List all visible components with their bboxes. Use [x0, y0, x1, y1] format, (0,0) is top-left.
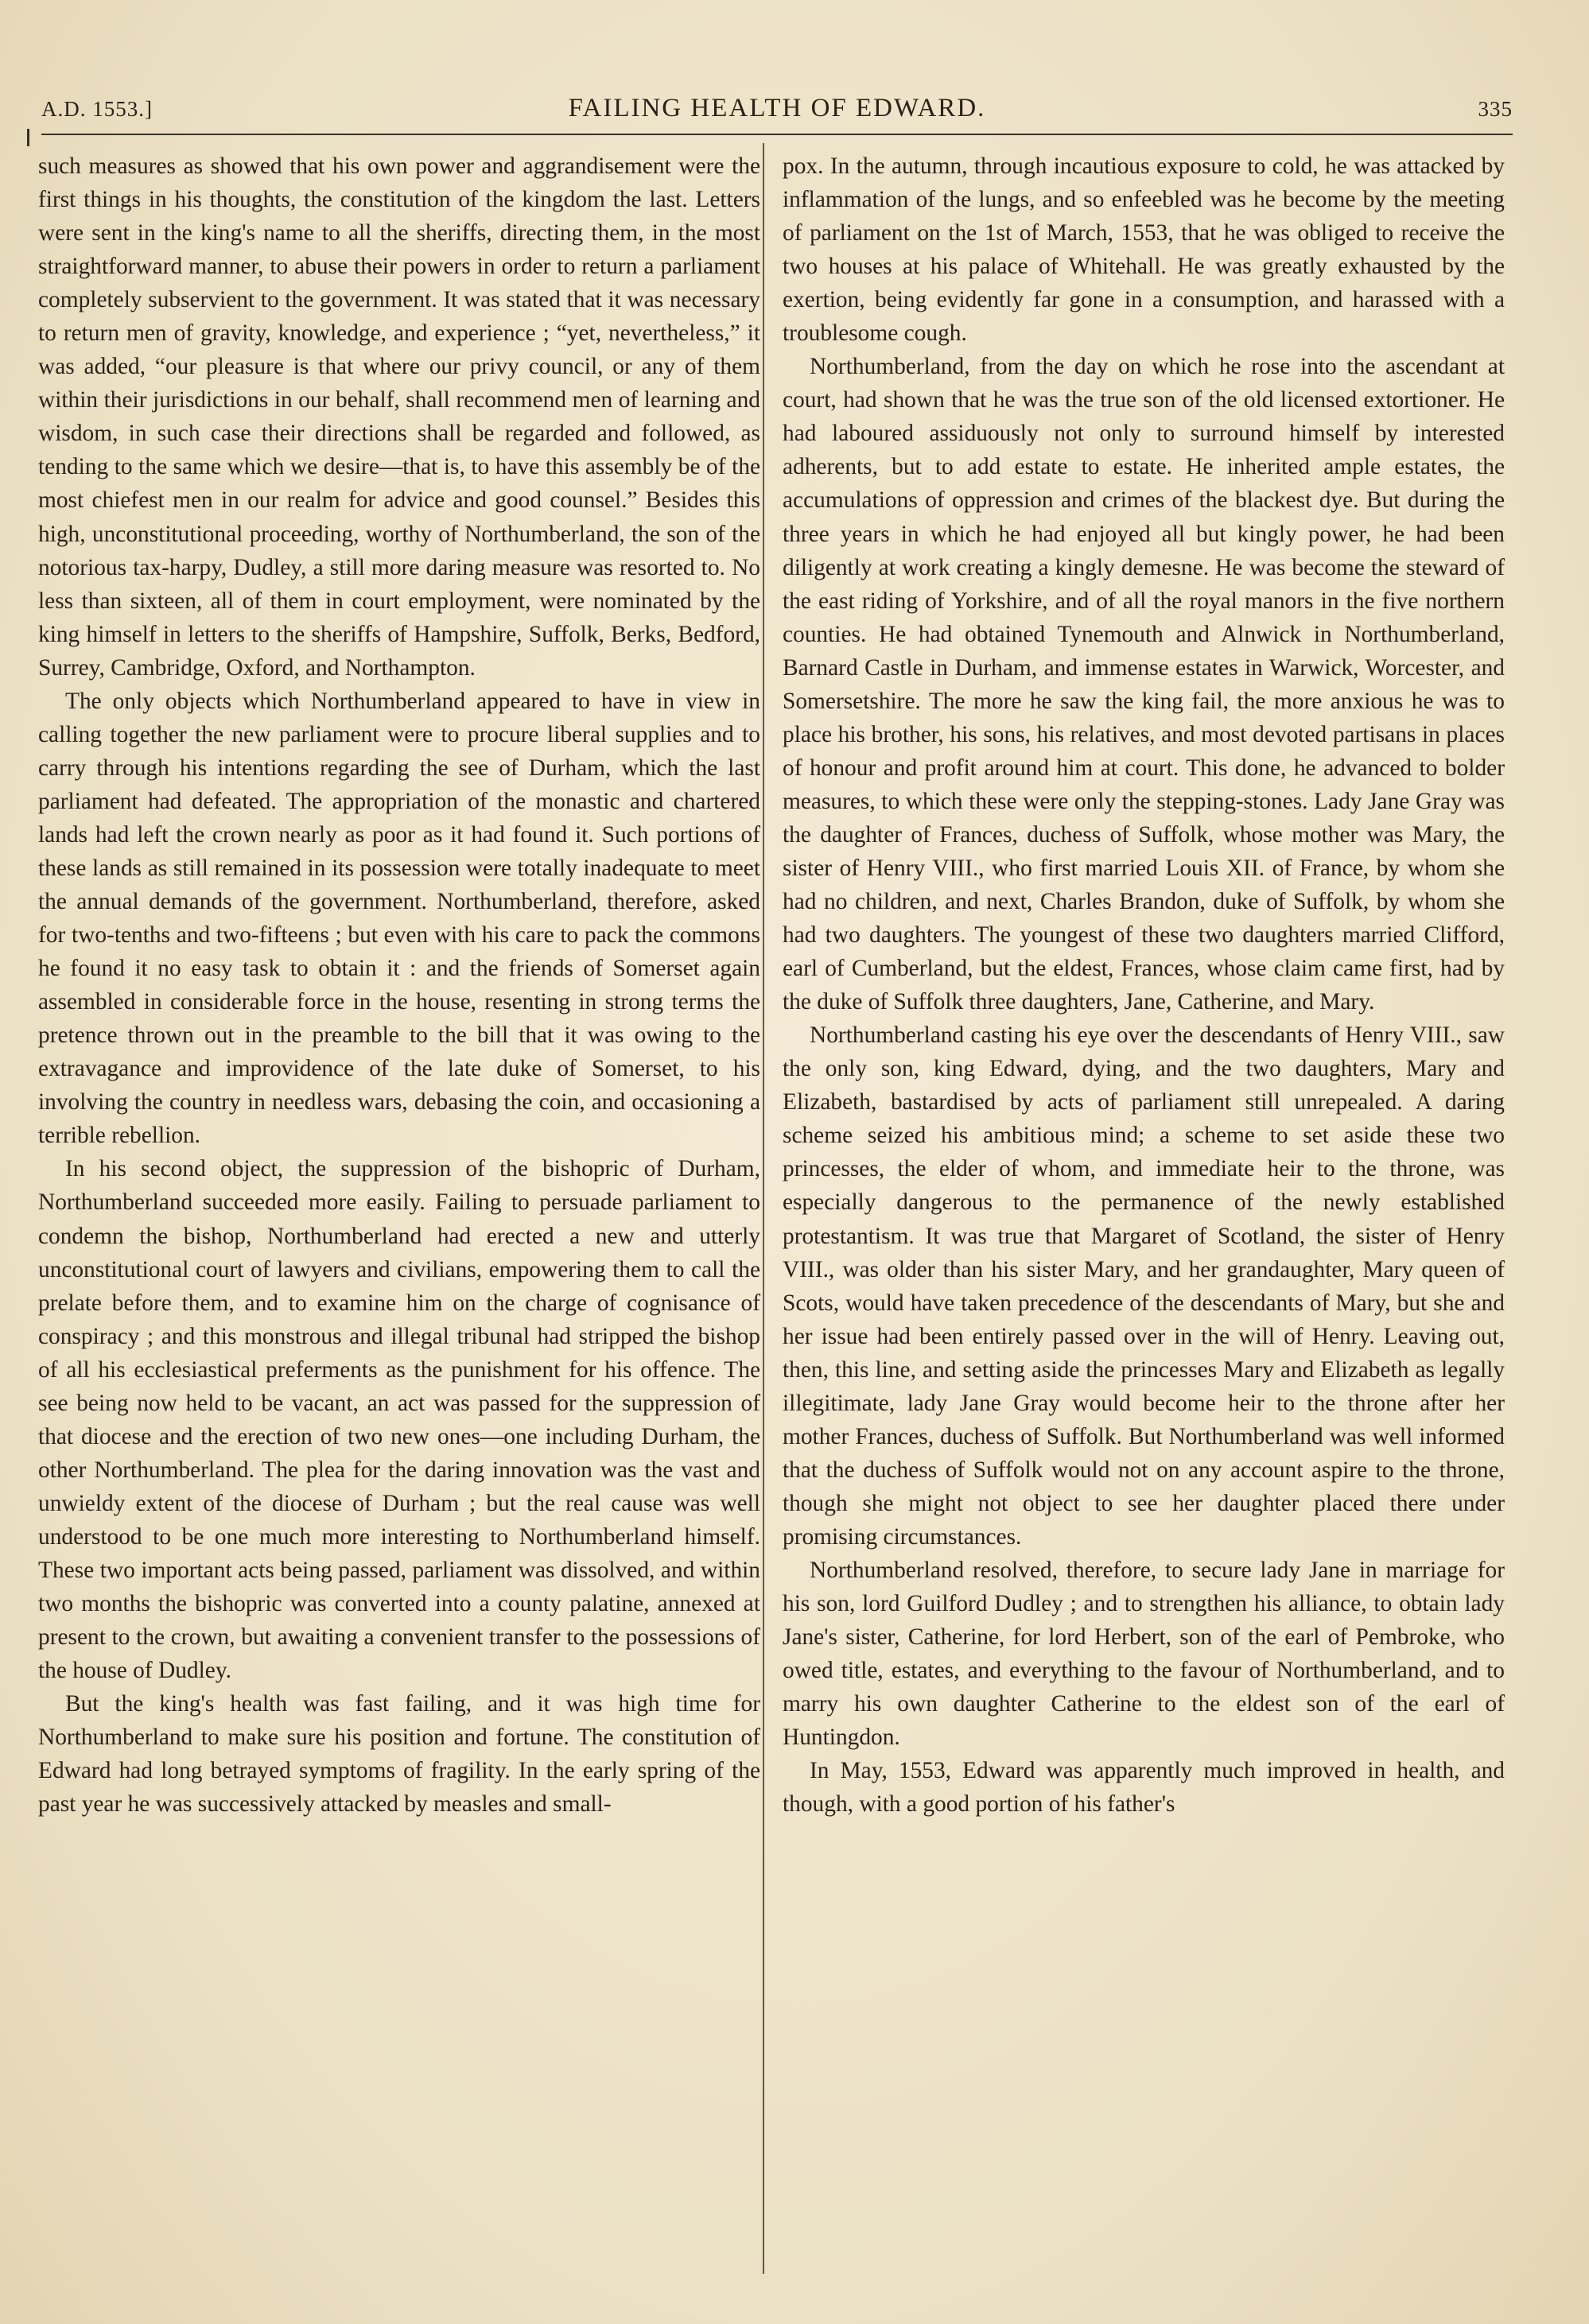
paragraph: In his second object, the suppression of the bishopric of Durham, Northumberland succeeded more easily. Failing to persuade parliament to condemn the bishop, Northumberland had erected a new and utterly unconstitutional court of lawyers and civilians, empowering them to call the prelate before them, and to examine him on the charge of cognisance of conspiracy ; and this monstrous and illegal tribunal had stripped the bishop of all his ecclesiastical preferments as the punishment for his offence. The see being now held to be vacant, an act was passed for the suppression of that diocese and the erection of two new ones—one including Durham, the other Northumberland. The plea for the daring innovation was the vast and unwieldy extent of the diocese of Durham ; but the real cause was well understood to be one much more interesting to Northumberland himself. These two important acts being passed, parliament was dissolved, and within two months the bishopric was converted into a county palatine, annexed at present to the crown, but awaiting a convenient transfer to the possessions of the house of Dudley. — [38, 1156, 760, 1684]
paragraph: But the king's health was fast failing, and it was high time for Northumberland to make sure his position and fortune. The constitution of Edward had long betrayed symptoms of fragility. In the early spring of the past year he was successively attacked by measles and small- — [38, 1691, 760, 1818]
header-year: A.D. 1553.] — [41, 97, 153, 121]
paragraph: Northumberland casting his eye over the descendants of Henry VIII., saw the only son, king Edward, dying, and the two daughters, Mary and Elizabeth, bastardised by acts of parliament still unrepealed. A daring scheme seized his ambitious mind; a scheme to set aside these two princesses, the elder of whom, and immediate heir to the throne, was especially dangerous to the permanence of the newly established protestantism. It was true that Margaret of Scotland, the sister of Henry VIII., was older than his sister Mary, and her grandaughter, Mary queen of Scots, would have taken precedence of the descendants of Mary, but she and her issue had been entirely passed over in the will of Henry. Leaving out, then, this line, and setting aside the princesses Mary and Elizabeth as legally illegitimate, lady Jane Gray would become heir to the throne after her mother Frances, duchess of Suffolk. But Northumberland was well informed that the duchess of Suffolk would not on any account aspire to the throne, though she might not object to see her daughter placed there under promising circumstances. — [783, 1022, 1505, 1550]
running-header — [41, 89, 1513, 130]
paragraph: Northumberland, from the day on which he rose into the ascendant at court, had shown that he was the true son of the old licensed extortioner. He had laboured assiduously not only to surround himself by interested adherents, but to add estate to estate. He inherited ample estates, the accumulations of oppression and crimes of the blackest dye. But during the three years in which he had enjoyed all but kingly power, he had been diligently at work creating a kingly demesne. He was become the steward of the east riding of Yorkshire, and of all the royal manors in the five northern counties. He had obtained Tynemouth and Alnwick in Northumberland, Barnard Castle in Durham, and immense estates in Warwick, Worcester, and Somersetshire. The more he saw the king fail, the more anxious he was to place his brother, his sons, his relatives, and most devoted partisans in places of honour and profit around him at court. This done, he advanced to bolder measures, to which these were only the stepping-stones. Lady Jane Gray was the daughter of Frances, duchess of Suffolk, whose mother was Mary, the sister of Henry VIII., who first married Louis XII. of France, by whom she had no children, and next, Charles Brandon, duke of Suffolk, by whom she had two daughters. The youngest of these two daughters married Clifford, earl of Cumberland, but the eldest, Frances, whose claim came first, had by the duke of Suffolk three daughters, Jane, Catherine, and Mary. — [783, 354, 1505, 1015]
right-column — [783, 149, 1505, 1821]
paragraph: pox. In the autumn, through incautious exposure to cold, he was attacked by inflammation of the lungs, and so enfeebled was he become by the meeting of parliament on the 1st of March, 1553, that he was obliged to receive the two houses at his palace of Whitehall. He was greatly exhausted by the exertion, being evidently far gone in a consumption, and harassed with a troublesome cough. — [783, 153, 1505, 347]
margin-mark — [27, 129, 29, 146]
left-column — [38, 149, 760, 1821]
page-number: 335 — [1478, 97, 1513, 121]
paragraph: Northumberland resolved, therefore, to secure lady Jane in marriage for his son, lord Guilford Dudley ; and to strengthen his alliance, to obtain lady Jane's sister, Catherine, for lord Herbert, son of the earl of Pembroke, who owed title, estates, and everything to the favour of Northumberland, and to marry his own daughter Catherine to the eldest son of the earl of Huntingdon. — [783, 1557, 1505, 1751]
paragraph: The only objects which Northumberland appeared to have in view in calling together the new parliament were to procure liberal supplies and to carry through his intentions regarding the see of Durham, which the last parliament had defeated. The appropriation of the monastic and chartered lands had left the crown nearly as poor as it had found it. Such portions of these lands as still remained in its possession were totally inadequate to meet the annual demands of the government. Northumberland, therefore, asked for two-tenths and two-fifteens ; but even with his care to pack the commons he found it no easy task to obtain it : and the friends of Somerset again assembled in considerable force in the house, resenting in strong terms the pretence thrown out in the preamble to the bill that it was owing to the extravagance and improvidence of the late duke of Somerset, to his involving the country in needless wars, debasing the coin, and occasioning a terrible rebellion. — [38, 688, 760, 1149]
paragraph: such measures as showed that his own power and aggrandisement were the first things in his thoughts, the constitution of the kingdom the last. Letters were sent in the king's name to all the sheriffs, directing them, in the most straightforward manner, to abuse their powers in order to return a parliament completely subservient to the government. It was stated that it was necessary to return men of gravity, knowledge, and experience ; “yet, nevertheless,” it was added, “our pleasure is that where our privy council, or any of them within their jurisdictions in our behalf, shall recommend men of learning and wisdom, in such case their directions shall be regarded and followed, as tending to the same which we desire—that is, to have this assembly be of the most chiefest men in our realm for advice and good counsel.” Besides this high, unconstitutional proceeding, worthy of Northumberland, the son of the notorious tax-harpy, Dudley, a still more daring measure was resorted to. No less than sixteen, all of them in court employment, were nominated by the king himself in letters to the sheriffs of Hampshire, Suffolk, Berks, Bedford, Surrey, Cambridge, Oxford, and Northampton. — [38, 153, 760, 681]
paragraph: In May, 1553, Edward was apparently much improved in health, and though, with a good portion of his father's — [783, 1758, 1505, 1818]
header-title: FAILING HEALTH OF EDWARD. — [568, 94, 986, 122]
column-divider — [763, 143, 764, 2274]
header-rule — [41, 134, 1513, 135]
